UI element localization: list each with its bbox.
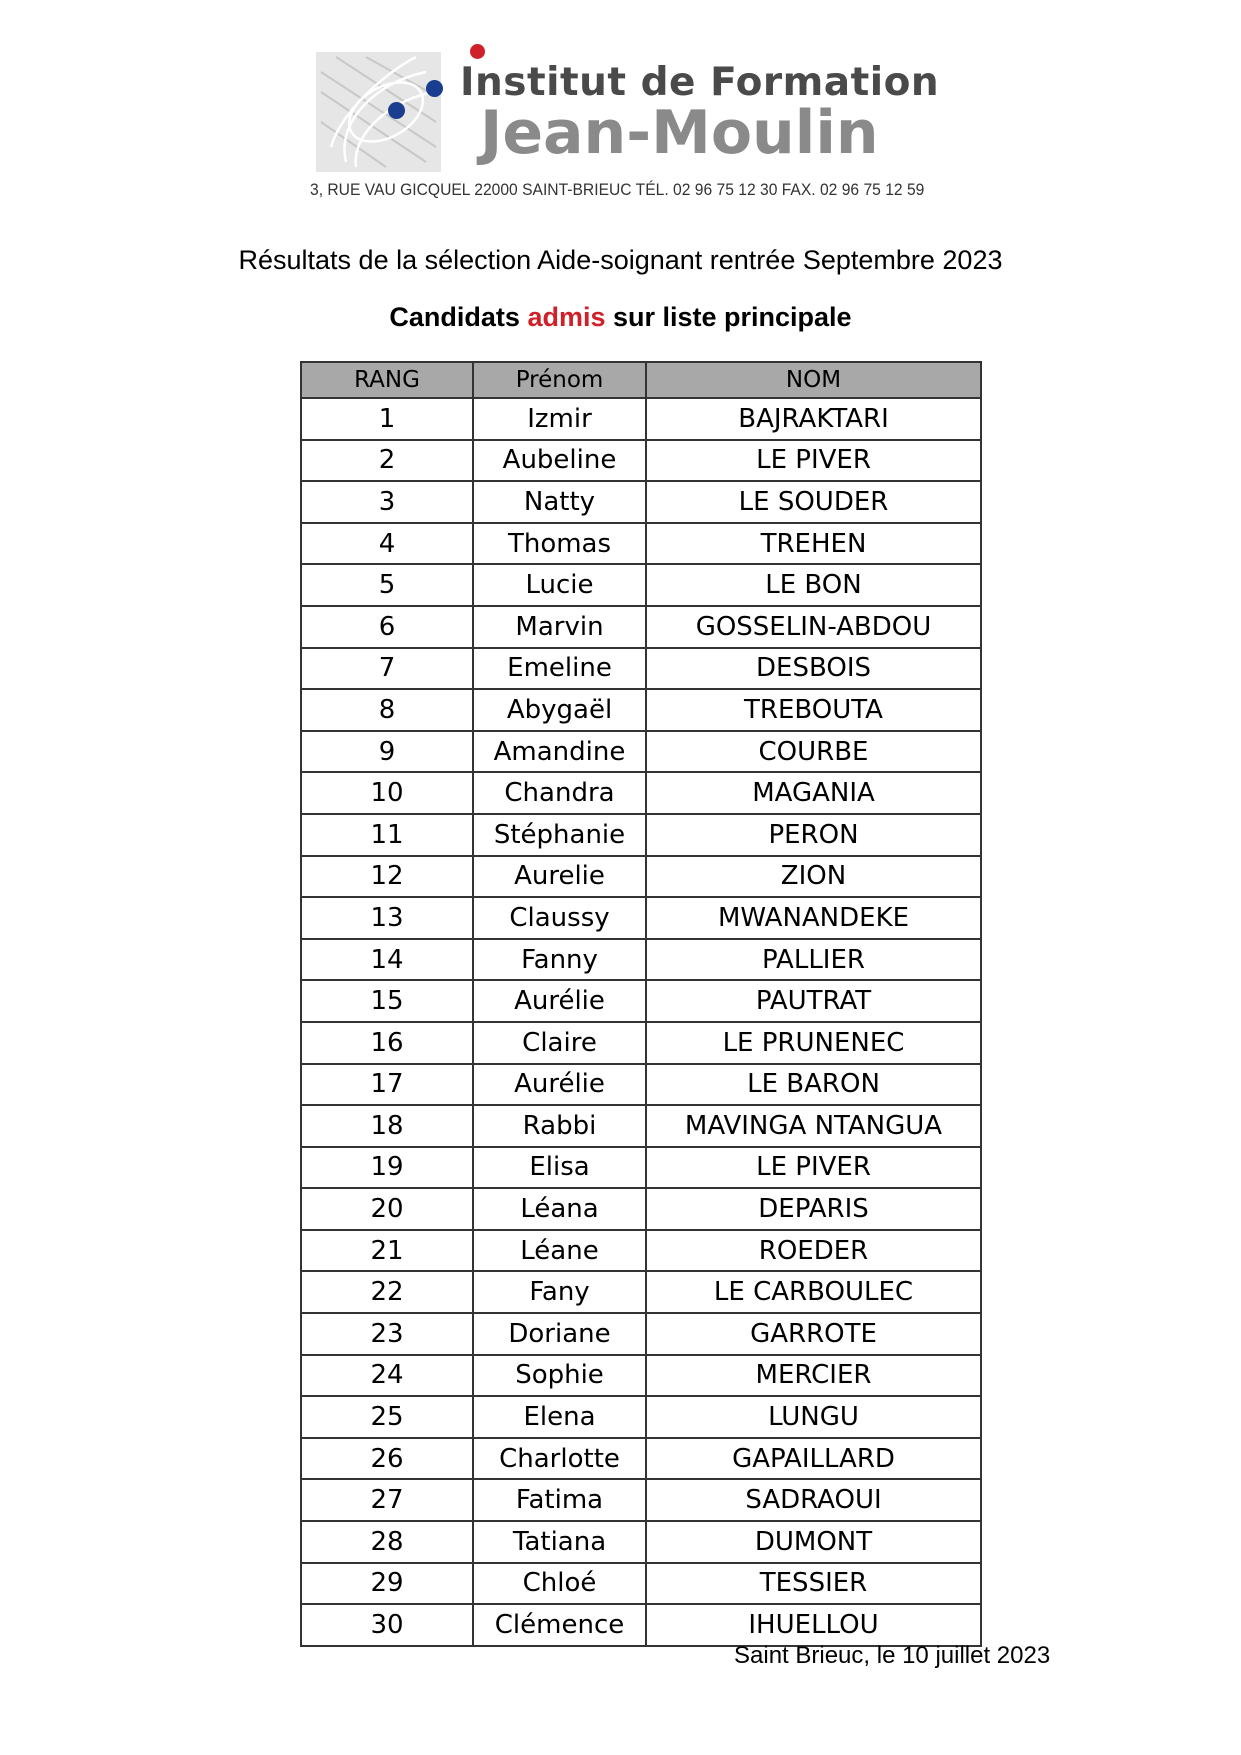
column-header-nom: NOM: [646, 362, 981, 398]
last-name-cell: MAGANIA: [646, 772, 981, 814]
rank-cell: 21: [301, 1230, 473, 1272]
rank-cell: 8: [301, 689, 473, 731]
rank-cell: 30: [301, 1604, 473, 1646]
last-name-cell: GOSSELIN-ABDOU: [646, 606, 981, 648]
column-header-rang: RANG: [301, 362, 473, 398]
first-name-cell: Emeline: [473, 648, 646, 690]
first-name-cell: Fany: [473, 1271, 646, 1313]
table-row: [301, 1147, 981, 1189]
first-name-cell: Tatiana: [473, 1521, 646, 1563]
rank-cell: 5: [301, 564, 473, 606]
institute-title: Institut de Formation: [460, 60, 940, 105]
first-name-cell: Claire: [473, 1022, 646, 1064]
table-row: [301, 1479, 981, 1521]
rank-cell: 10: [301, 772, 473, 814]
rank-cell: 19: [301, 1147, 473, 1189]
first-name-cell: Sophie: [473, 1355, 646, 1397]
rank-cell: 4: [301, 523, 473, 565]
rank-cell: 7: [301, 648, 473, 690]
first-name-cell: Doriane: [473, 1313, 646, 1355]
last-name-cell: TESSIER: [646, 1563, 981, 1605]
first-name-cell: Aurelie: [473, 856, 646, 898]
last-name-cell: MAVINGA NTANGUA: [646, 1105, 981, 1147]
table-row: [301, 1563, 981, 1605]
table-row: [301, 1064, 981, 1106]
table-row: [301, 1521, 981, 1563]
table-body: [301, 398, 981, 1646]
rank-cell: 3: [301, 481, 473, 523]
first-name-cell: Natty: [473, 481, 646, 523]
table-row: [301, 731, 981, 773]
admitted-candidates-table: [300, 361, 982, 1647]
table-row: [301, 1271, 981, 1313]
last-name-cell: COURBE: [646, 731, 981, 773]
table-row: [301, 440, 981, 482]
table-row: [301, 897, 981, 939]
first-name-cell: Fanny: [473, 939, 646, 981]
last-name-cell: LUNGU: [646, 1396, 981, 1438]
table-row: [301, 1022, 981, 1064]
first-name-cell: Elena: [473, 1396, 646, 1438]
rank-cell: 26: [301, 1438, 473, 1480]
rank-cell: 6: [301, 606, 473, 648]
letterhead: [310, 40, 950, 210]
last-name-cell: MWANANDEKE: [646, 897, 981, 939]
last-name-cell: PAUTRAT: [646, 980, 981, 1022]
rank-cell: 1: [301, 398, 473, 440]
first-name-cell: Clémence: [473, 1604, 646, 1646]
table-row: [301, 1188, 981, 1230]
table-row: [301, 689, 981, 731]
blue-dot-icon: [426, 80, 443, 97]
rank-cell: 2: [301, 440, 473, 482]
last-name-cell: GAPAILLARD: [646, 1438, 981, 1480]
last-name-cell: DUMONT: [646, 1521, 981, 1563]
list-heading: [0, 302, 1241, 333]
first-name-cell: Aubeline: [473, 440, 646, 482]
last-name-cell: LE PIVER: [646, 1147, 981, 1189]
rank-cell: 29: [301, 1563, 473, 1605]
institute-logo-graphic: [316, 52, 441, 172]
column-header-prenom: Prénom: [473, 362, 646, 398]
first-name-cell: Léane: [473, 1230, 646, 1272]
first-name-cell: Amandine: [473, 731, 646, 773]
last-name-cell: LE BON: [646, 564, 981, 606]
table-row: [301, 1230, 981, 1272]
last-name-cell: ZION: [646, 856, 981, 898]
first-name-cell: Léana: [473, 1188, 646, 1230]
table-row: [301, 564, 981, 606]
last-name-cell: SADRAOUI: [646, 1479, 981, 1521]
first-name-cell: Charlotte: [473, 1438, 646, 1480]
first-name-cell: Chloé: [473, 1563, 646, 1605]
first-name-cell: Abygaël: [473, 689, 646, 731]
first-name-cell: Elisa: [473, 1147, 646, 1189]
last-name-cell: IHUELLOU: [646, 1604, 981, 1646]
rank-cell: 17: [301, 1064, 473, 1106]
last-name-cell: TREBOUTA: [646, 689, 981, 731]
last-name-cell: LE PIVER: [646, 440, 981, 482]
rank-cell: 15: [301, 980, 473, 1022]
rank-cell: 13: [301, 897, 473, 939]
table-row: [301, 1438, 981, 1480]
heading-highlight-admis: admis: [527, 302, 606, 332]
red-dot-icon: [470, 44, 485, 59]
first-name-cell: Chandra: [473, 772, 646, 814]
table-row: [301, 856, 981, 898]
table-row: [301, 648, 981, 690]
first-name-cell: Aurélie: [473, 1064, 646, 1106]
table-row: [301, 1355, 981, 1397]
rank-cell: 23: [301, 1313, 473, 1355]
table-row: [301, 523, 981, 565]
table-row: [301, 398, 981, 440]
rank-cell: 14: [301, 939, 473, 981]
table-header-row: [301, 362, 981, 398]
last-name-cell: PERON: [646, 814, 981, 856]
rank-cell: 11: [301, 814, 473, 856]
institute-name: Jean-Moulin: [480, 98, 879, 168]
first-name-cell: Thomas: [473, 523, 646, 565]
table-row: [301, 980, 981, 1022]
last-name-cell: LE BARON: [646, 1064, 981, 1106]
first-name-cell: Izmir: [473, 398, 646, 440]
table-row: [301, 772, 981, 814]
last-name-cell: LE PRUNENEC: [646, 1022, 981, 1064]
first-name-cell: Aurélie: [473, 980, 646, 1022]
last-name-cell: GARROTE: [646, 1313, 981, 1355]
rank-cell: 20: [301, 1188, 473, 1230]
table-row: [301, 814, 981, 856]
first-name-cell: Claussy: [473, 897, 646, 939]
institute-address: 3, RUE VAU GICQUEL 22000 SAINT-BRIEUC TÉL. 02 96 75 12 30 FAX. 02 96 75 12 59: [310, 180, 925, 199]
rank-cell: 25: [301, 1396, 473, 1438]
rank-cell: 24: [301, 1355, 473, 1397]
rank-cell: 18: [301, 1105, 473, 1147]
last-name-cell: DESBOIS: [646, 648, 981, 690]
rank-cell: 16: [301, 1022, 473, 1064]
last-name-cell: LE CARBOULEC: [646, 1271, 981, 1313]
first-name-cell: Rabbi: [473, 1105, 646, 1147]
table-row: [301, 939, 981, 981]
heading-text-start: Candidats: [389, 302, 528, 332]
rank-cell: 28: [301, 1521, 473, 1563]
last-name-cell: BAJRAKTARI: [646, 398, 981, 440]
last-name-cell: ROEDER: [646, 1230, 981, 1272]
last-name-cell: PALLIER: [646, 939, 981, 981]
first-name-cell: Marvin: [473, 606, 646, 648]
rank-cell: 12: [301, 856, 473, 898]
last-name-cell: DEPARIS: [646, 1188, 981, 1230]
first-name-cell: Stéphanie: [473, 814, 646, 856]
table-row: [301, 1604, 981, 1646]
first-name-cell: Fatima: [473, 1479, 646, 1521]
heading-text-end: sur liste principale: [605, 302, 852, 332]
blue-dot-icon: [388, 102, 405, 119]
first-name-cell: Lucie: [473, 564, 646, 606]
table-row: [301, 1396, 981, 1438]
last-name-cell: LE SOUDER: [646, 481, 981, 523]
table-row: [301, 606, 981, 648]
table-row: [301, 1313, 981, 1355]
rank-cell: 27: [301, 1479, 473, 1521]
last-name-cell: TREHEN: [646, 523, 981, 565]
table-row: [301, 481, 981, 523]
footer-date: Saint Brieuc, le 10 juillet 2023: [734, 1642, 1051, 1669]
document-subtitle: Résultats de la sélection Aide-soignant rentrée Septembre 2023: [238, 245, 1003, 275]
rank-cell: 9: [301, 731, 473, 773]
last-name-cell: MERCIER: [646, 1355, 981, 1397]
rank-cell: 22: [301, 1271, 473, 1313]
table-row: [301, 1105, 981, 1147]
